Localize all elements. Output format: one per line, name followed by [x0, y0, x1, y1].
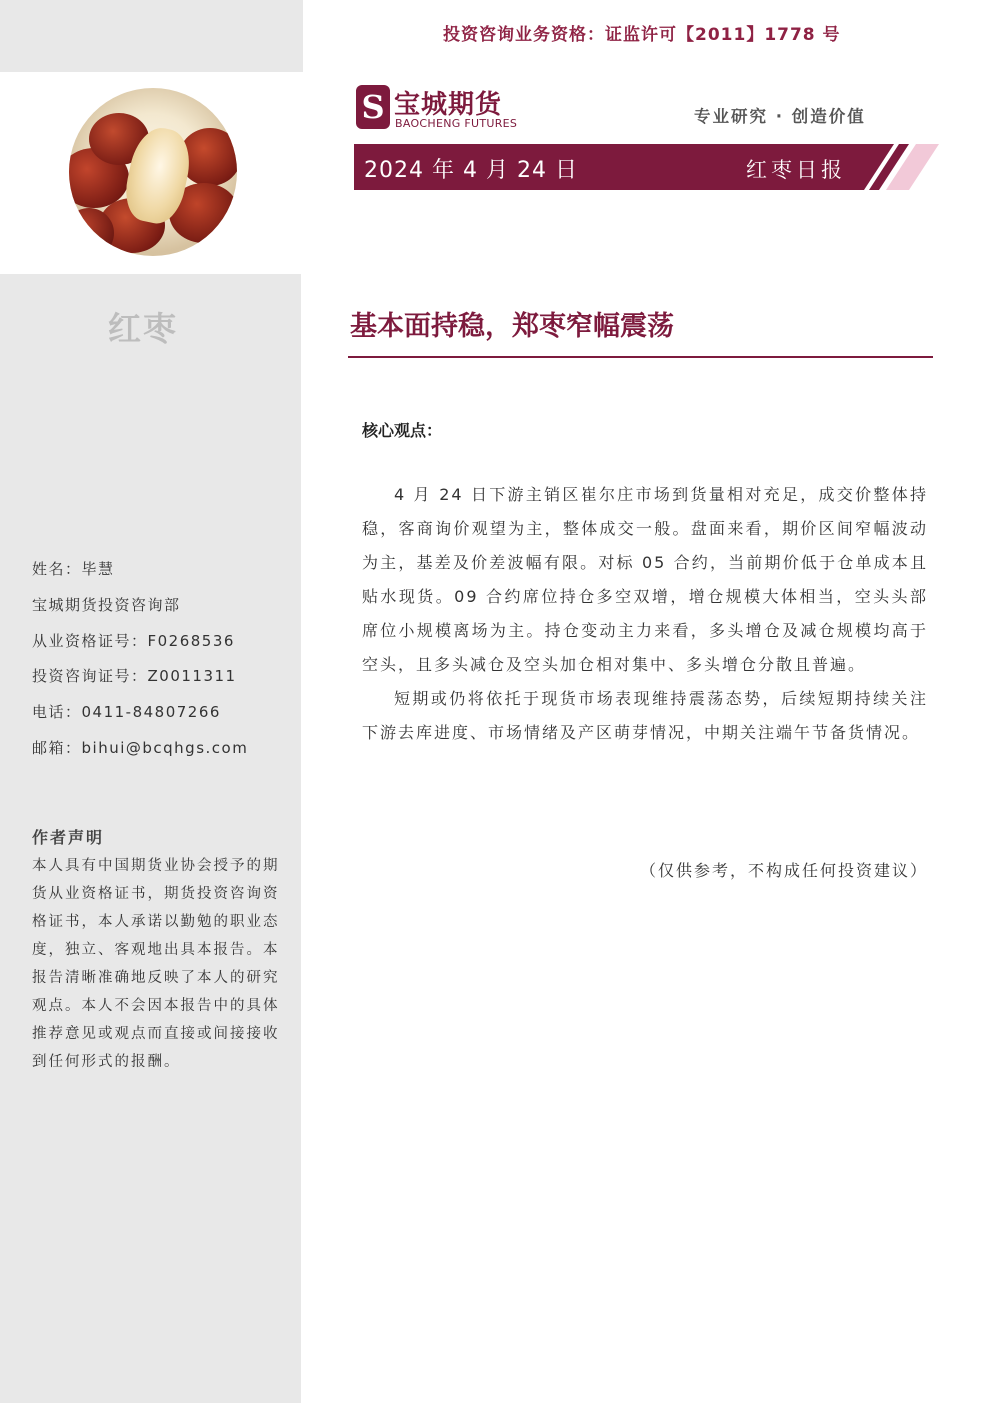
disclaimer: （仅供参考，不构成任何投资建议）	[639, 861, 928, 880]
paragraph: 4 月 24 日下游主销区崔尔庄市场到货量相对充足，成交价整体持稳，客商询价观望为主，整体成交一般。盘面来看，期价区间窄幅波动为主，基差及价差波幅有限。对标 05 合约，当前期价低于仓单成本且贴水现货。09 合约席位持仓多空双增，增仓规模大体相当，空头头部席位小规模离场为主。持仓变动主力来看，多头增仓及减仓规模均高于空头，且多头减仓及空头加仓相对集中、多头增仓分散且普遍。	[362, 485, 928, 674]
contact-email: 邮箱：bihui@bcqhgs.com	[32, 738, 249, 757]
report-type: 红枣日报	[746, 158, 846, 182]
contact-department: 宝城期货投资咨询部	[32, 595, 181, 614]
jujube-photo	[69, 88, 237, 256]
logo-english-name: BAOCHENG FUTURES	[395, 117, 518, 130]
license-text: 投资咨询业务资格：证监许可【2011】1778 号	[443, 25, 841, 45]
contact-qualification-number: 从业资格证号：F0268536	[32, 631, 235, 650]
headline-divider	[348, 356, 933, 358]
contact-consulting-number: 投资咨询证号：Z0011311	[32, 667, 237, 686]
report-date: 2024 年 4 月 24 日	[364, 158, 578, 183]
contact-phone: 电话：0411-84807266	[32, 703, 221, 722]
date-banner	[354, 144, 939, 190]
declaration-body: 本人具有中国期货业协会授予的期货从业资格证书，期货投资咨询资格证书，本人承诺以勤勉的职业态度，独立、客观地出具本报告。本报告清晰准确地反映了本人的研究观点。本人不会因本报告中的具体推荐意见或观点而直接或间接接收到任何形式的报酬。	[32, 858, 280, 1070]
sidebar-top-panel	[0, 0, 303, 72]
product-title: 红枣	[108, 309, 178, 348]
logo-chinese-name: 宝城期货	[394, 90, 503, 120]
slogan: 专业研究 · 创造价值	[694, 107, 866, 126]
contact-info	[32, 556, 292, 771]
logo-mark-icon: S	[356, 85, 390, 129]
paragraph: 短期或仍将依托于现货市场表现维持震荡态势，后续短期持续关注下游去库进度、市场情绪及产区萌芽情况，中期关注端午节备货情况。	[362, 689, 928, 742]
core-view-label: 核心观点：	[362, 421, 443, 440]
headline: 基本面持稳，郑枣窄幅震荡	[350, 311, 674, 342]
contact-name: 姓名：毕慧	[32, 560, 115, 578]
declaration-heading: 作者声明	[32, 828, 105, 847]
report-body	[362, 478, 928, 750]
company-logo	[356, 85, 526, 131]
